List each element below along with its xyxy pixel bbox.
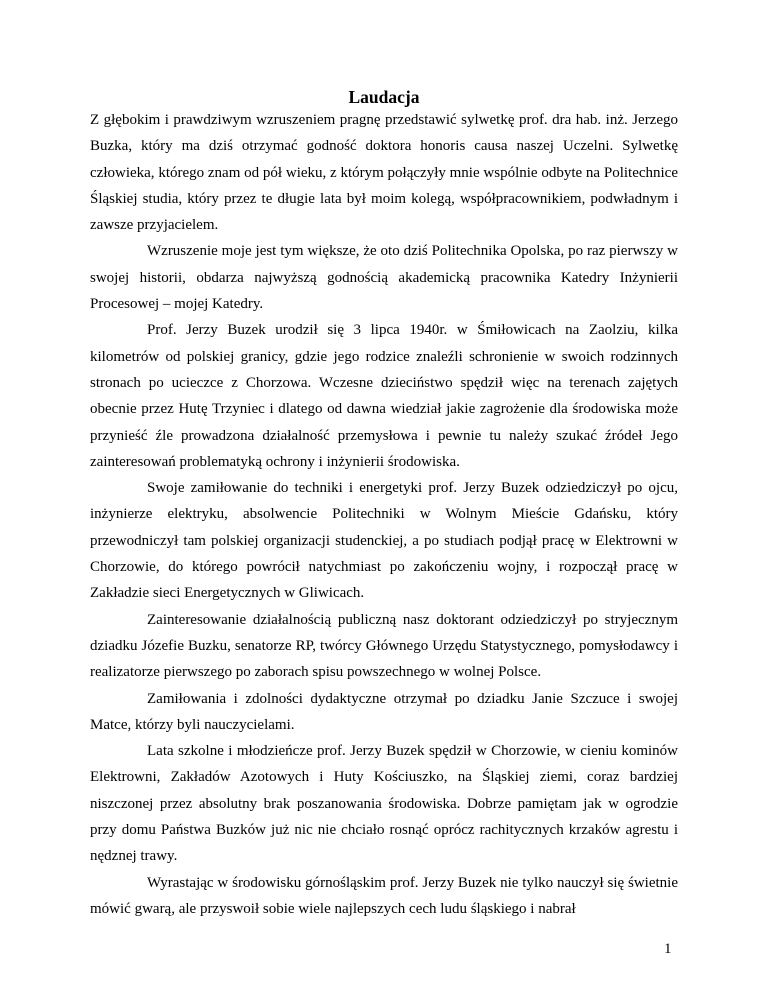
paragraph-4: Swoje zamiłowanie do techniki i energetyki prof. Jerzy Buzek odziedziczył po ojcu, inżynierze elektryku, absolwencie Politechniki w Wolnym Mieście Gdańsku, który przewodniczył tam polskiej organizacji studenckiej, a po studiach podjął pracę w Elektrowni w Chorzowie, do którego powrócił natychmiast po zakończeniu wojny, i rozpoczął pracę w Zakładzie sieci Energetycznych w Gliwicach. [90,480,678,602]
paragraph-6: Zamiłowania i zdolności dydaktyczne otrzymał po dziadku Janie Szczuce i swojej Matce, którzy byli nauczycielami. [90,690,678,733]
paragraph-2: Wzruszenie moje jest tym większe, że oto dziś Politechnika Opolska, po raz pierwszy w swojej historii, obdarza najwyższą godnością akademicką pracownika Katedry Inżynierii Procesowej – mojej Katedry. [90,243,678,313]
page-number: 1 [664,941,672,957]
paragraph-3: Prof. Jerzy Buzek urodził się 3 lipca 1940r. w Śmiłowicach na Zaolziu, kilka kilometrów od polskiej granicy, gdzie jego rodzice znaleźli schronienie w swoich rodzinnych stronach po ucieczce z Chorzowa. Wczesne dzieciństwo spędził więc na terenach zajętych obecnie przez Hutę Trzyniec i dlatego od dawna wiedział jakie zagrożenie dla środowiska może przynieść źle prowadzona działalność przemysłowa i pewnie tu należy szukać źródeł Jego zainteresowań problematyką ochrony i inżynierii środowiska. [90,322,678,470]
document-body [90,107,678,922]
paragraph-5: Zainteresowanie działalnością publiczną nasz doktorant odziedziczył po stryjecznym dziadku Józefie Buzku, senatorze RP, twórcy Głównego Urzędu Statystycznego, pomysłodawcy i realizatorze pierwszego po zaborach spisu powszechnego w wolnej Polsce. [90,611,678,681]
paragraph-1: Z głębokim i prawdziwym wzruszeniem pragnę przedstawić sylwetkę prof. dra hab. inż. Jerzego Buzka, który ma dziś otrzymać godność doktora honoris causa naszej Uczelni. Sylwetkę człowieka, którego znam od pół wieku, z którym połączyły mnie wspólnie odbyte na Politechnice Śląskiej studia, który przez te długie lata był moim kolegą, współpracownikiem, podwładnym i zawsze przyjacielem. [90,112,678,234]
paragraph-7: Lata szkolne i młodzieńcze prof. Jerzy Buzek spędził w Chorzowie, w cieniu kominów Elektrowni, Zakładów Azotowych i Huty Kościuszko, na Śląskiej ziemi, coraz bardziej niszczonej przez absolutny brak poszanowania środowiska. Dobrze pamiętam jak w ogrodzie przy domu Państwa Buzków już nic nie chciało rosnąć oprócz rachitycznych krzaków agrestu i nędznej trawy. [90,743,678,865]
paragraph-8: Wyrastając w środowisku górnośląskim prof. Jerzy Buzek nie tylko nauczył się świetnie mówić gwarą, ale przyswoił sobie wiele najlepszych cech ludu śląskiego i nabrał [90,874,678,917]
document-title: Laudacja [348,87,420,107]
